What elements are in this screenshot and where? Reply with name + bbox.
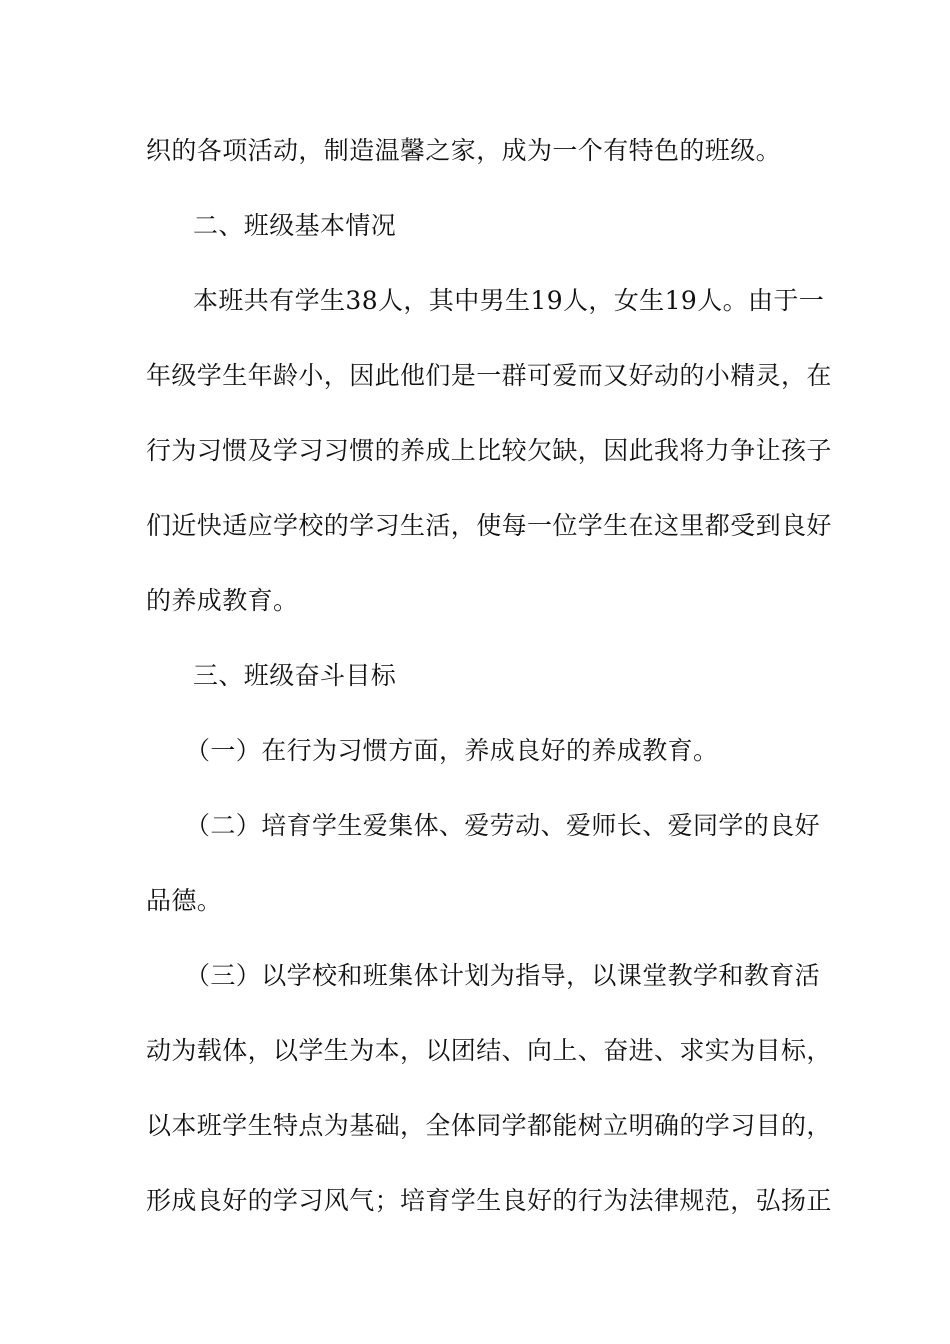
paragraph-line: 本班共有学生38人，其中男生19人，女生19人。由于一	[193, 286, 825, 315]
paragraph-line: 动为载体，以学生为本，以团结、向上、奋进、求实为目标，	[146, 1036, 832, 1065]
list-item: （三）以学校和班集体计划为指导，以课堂教学和教育活	[185, 961, 821, 990]
list-item: （一）在行为习惯方面，养成良好的养成教育。	[185, 736, 719, 765]
paragraph-line: 们近快适应学校的学习生活，使每一位学生在这里都受到良好	[146, 511, 832, 540]
list-item: （二）培育学生爱集体、爱劳动、爱师长、爱同学的良好	[185, 811, 821, 840]
paragraph-line: 行为习惯及学习习惯的养成上比较欠缺，因此我将力争让孩子	[146, 436, 832, 465]
paragraph-line: 年级学生年龄小，因此他们是一群可爱而又好动的小精灵，在	[146, 361, 832, 390]
section-heading: 二、班级基本情况	[193, 211, 397, 240]
paragraph-line: 形成良好的学习风气；培育学生良好的行为法律规范，弘扬正	[146, 1186, 832, 1215]
paragraph-line: 的养成教育。	[146, 586, 299, 615]
paragraph-line: 以本班学生特点为基础，全体同学都能树立明确的学习目的，	[146, 1111, 832, 1140]
section-heading: 三、班级奋斗目标	[193, 661, 397, 690]
paragraph-line: 织的各项活动，制造温馨之家，成为一个有特色的班级。	[146, 136, 782, 165]
paragraph-line: 品德。	[146, 886, 223, 915]
